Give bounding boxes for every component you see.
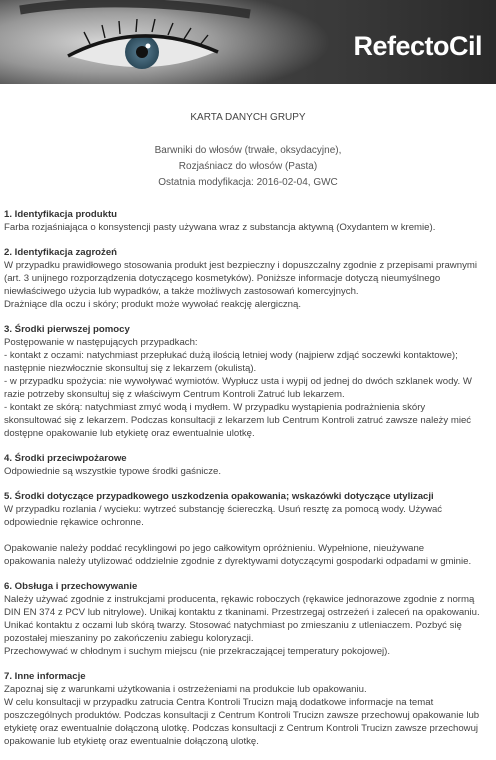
section-paragraph <box>4 221 492 234</box>
section <box>4 670 492 748</box>
section-paragraph <box>4 503 492 529</box>
section-heading: 4. Środki przeciwpożarowe <box>4 453 127 464</box>
text-line: niewłaściwego użycia lub wypadków, a także możliwych zastosowań komercyjnych. <box>4 286 359 297</box>
header-banner <box>0 0 496 84</box>
text-line: DIN EN 374 z PCV lub nitrylowe). Unikaj kontaktu z tkaninami. Przestrzegaj ostrzeżeń i zaleceń na opakowaniu. <box>4 607 480 618</box>
text-line: opakowania należy utylizować oddzielnie zgodnie z dyrektywami dotyczącymi gospodarki odpadami w gminie. <box>4 556 472 567</box>
section <box>4 323 492 440</box>
text-line: odpowiednie rękawice ochronne. <box>4 517 144 528</box>
section-heading: 2. Identyfikacja zagrożeń <box>4 247 118 258</box>
document-body <box>4 208 492 760</box>
text-line: pozostałej mieszaniny po zakończeniu zabiegu koloryzacji. <box>4 633 254 644</box>
text-line: (art. 3 unijnego rozporządzenia dotyczącego kosmetyków). Poniższe informacje dotyczą nieumyślnego <box>4 273 441 284</box>
document-header <box>0 112 496 191</box>
section <box>4 580 492 658</box>
section-paragraph <box>4 259 492 311</box>
modification-date: Ostatnia modyfikacja: 2016-02-04, GWC <box>158 177 338 188</box>
section-heading: 6. Obsługa i przechowywanie <box>4 581 138 592</box>
section-paragraph <box>4 542 492 568</box>
text-line: Farba rozjaśniająca o konsystencji pasty używana wraz z substancja aktywną (Oxydantem w kremie). <box>4 222 436 233</box>
text-line: Drażniące dla oczu i skóry; produkt może wywołać reakcję alergiczną. <box>4 299 301 310</box>
text-line: Zapoznaj się z warunkami użytkowania i ostrzeżeniami na produkcie lub opakowaniu. <box>4 684 367 695</box>
text-line: Opakowanie należy poddać recyklingowi po jego całkowitym opróżnieniu. Wypełnione, nieużywane <box>4 543 425 554</box>
text-line: razie potrzeby skonsultuj się z właściwym Centrum Kontroli Zatruć lub lekarzem. <box>4 389 345 400</box>
section <box>4 490 492 568</box>
text-line: Przechowywać w chłodnym i suchym miejscu (nie przekraczającej temperatury pokojowej). <box>4 646 391 657</box>
section-heading: 1. Identyfikacja produktu <box>4 209 118 220</box>
section-paragraph <box>4 593 492 658</box>
text-line: następnie niezwłocznie skonsultuj się z lekarzem (okulistą). <box>4 363 257 374</box>
text-line: etykietę oraz ewentualnie dołączoną ulotkę. Podczas konsultacji z Centrum Kontroli Trucizn zawsze przechowuj <box>4 723 479 734</box>
text-line: Postępowanie w następujących przypadkach: <box>4 337 198 348</box>
text-line: - w przypadku spożycia: nie wywoływać wymiotów. Wypłucz usta i wypij od jednej do dwóch szklanek wody. W <box>4 376 472 387</box>
text-line: opakowanie lub etykietę oraz ewentualnie dołączoną ulotkę. <box>4 736 259 747</box>
text-line: skonsultować się z lekarzem. Podczas konsultacji z lekarzem lub Centrum Kontroli zatruć zawsze należy mieć <box>4 415 472 426</box>
brand-logo: RefectoCil <box>353 31 482 61</box>
text-line: Odpowiednie są wszystkie typowe środki gaśnicze. <box>4 466 222 477</box>
text-line: Należy używać zgodnie z instrukcjami producenta, rękawic roboczych (rękawice jednorazowe zgodnie z normą <box>4 594 475 605</box>
text-line: - kontakt z oczami: natychmiast przepłukać dużą ilością letniej wody (najpierw zdjąć soczewki kontaktowe); <box>4 350 458 361</box>
section-heading: 5. Środki dotyczące przypadkowego uszkodzenia opakowania; wskazówki dotyczące utylizacji <box>4 491 434 502</box>
section-heading: 3. Środki pierwszej pomocy <box>4 324 130 335</box>
subtitle-line: Rozjaśniacz do włosów (Pasta) <box>178 161 318 172</box>
section <box>4 246 492 311</box>
document-title: KARTA DANYCH GRUPY <box>190 112 306 123</box>
section-heading: 7. Inne informacje <box>4 671 86 682</box>
text-line: W przypadku rozlania / wycieku: wytrzeć substancję ściereczką. Usuń resztę za pomocą wody. Używać <box>4 504 443 515</box>
text-line: W celu konsultacji w przypadku zatrucia Centra Kontroli Trucizn mają dodatkowe informacje na temat <box>4 697 434 708</box>
section <box>4 452 492 478</box>
text-line: - kontakt ze skórą: natychmiast zmyć wodą i mydłem. W przypadku wystąpienia podrażnienia skóry <box>4 402 426 413</box>
text-line: poszczególnych produktów. Podczas konsultacji z Centrum Kontroli Trucizn zawsze przechowuj opakowanie lub <box>4 710 480 721</box>
section-paragraph <box>4 465 492 478</box>
text-line: Unikać kontaktu z oczami lub skórą twarzy. Stosować natychmiast po zmieszaniu z utleniaczem. Pozbyć się <box>4 620 462 631</box>
section-paragraph <box>4 683 492 748</box>
section <box>4 208 492 234</box>
section-paragraph <box>4 336 492 440</box>
text-line: W przypadku prawidłowego stosowania produkt jest bezpieczny i dopuszczalny zgodnie z przepisami prawnymi <box>4 260 477 271</box>
subtitle-line: Barwniki do włosów (trwałe, oksydacyjne), <box>154 145 342 156</box>
text-line: dostępne opakowanie lub etykietę oraz ewentualnie ulotkę. <box>4 428 255 439</box>
